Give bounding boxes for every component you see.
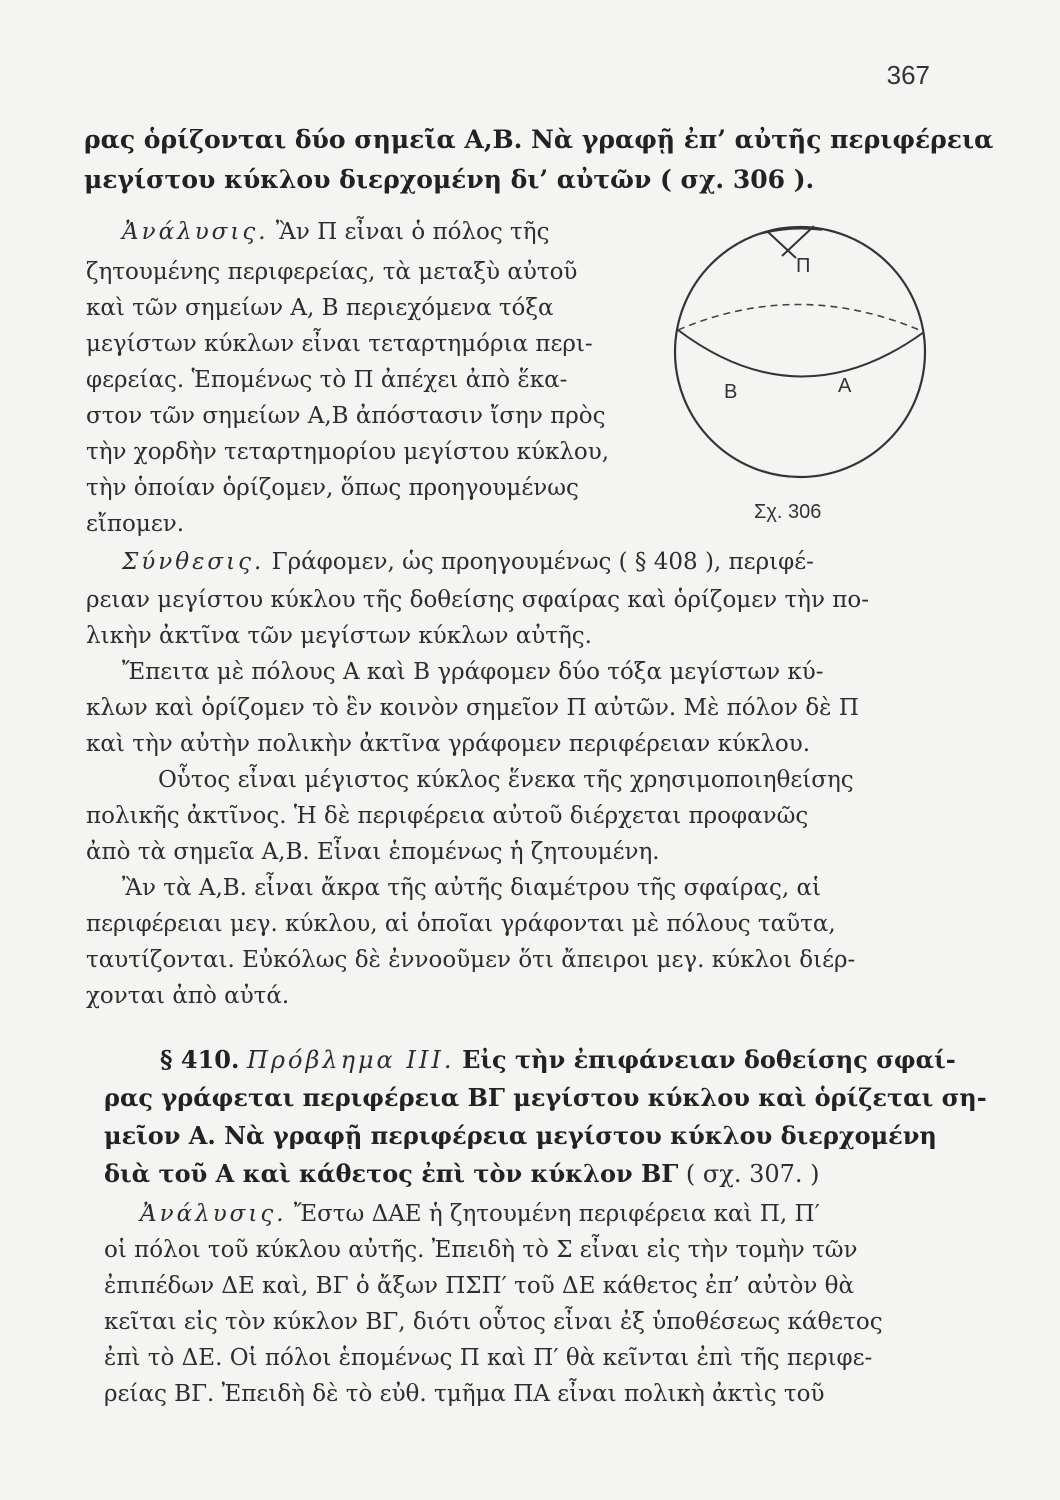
synthesis-line-13: χονται ἀπὸ αὐτά. bbox=[86, 983, 290, 1009]
analysis-2-heading: Ἀνάλυσις. bbox=[140, 1201, 287, 1227]
synthesis-line-8: πολικῆς ἀκτῖνος. Ἡ δὲ περιφέρεια αὐτοῦ διέρχεται προφανῶς bbox=[86, 803, 809, 829]
synthesis-heading: Σύνθεσις. bbox=[122, 549, 265, 575]
problem-title: Πρόβλημα ΙΙΙ. bbox=[247, 1046, 455, 1074]
analysis-heading: Ἀνάλυσις. bbox=[122, 219, 269, 245]
analysis-text: Ἂν Π εἶναι ὁ πόλος τῆς bbox=[275, 219, 550, 245]
synthesis-line-11: περιφέρειαι μεγ. κύκλου, αἱ ὁποῖαι γράφονται μὲ πόλους ταῦτα, bbox=[86, 911, 836, 937]
figure-caption: Σχ. 306 bbox=[754, 501, 822, 522]
analysis-2-line-3: ἐπιπέδων ΔΕ καὶ, ΒΓ ὁ ἄξων ΠΣΠ′ τοῦ ΔΕ κάθετος ἐπ’ αὐτὸν θὰ bbox=[104, 1273, 854, 1299]
section-410-text: Εἰς τὴν ἐπιφάνειαν δοθείσης σφαί- bbox=[462, 1045, 956, 1074]
synthesis-text: Γράφομεν, ὡς προηγουμένως ( § 408 ), περιφέ- bbox=[271, 549, 814, 575]
section-410-line-3: μεῖον Α. Νὰ γραφῇ περιφέρεια μεγίστου κύκλου διερχομένη bbox=[104, 1121, 937, 1150]
analysis-1-line-9: εἴπομεν. bbox=[86, 511, 185, 537]
analysis-1-line-1 bbox=[122, 216, 549, 248]
synthesis-line-4: Ἔπειτα μὲ πόλους Α καὶ Β γράφομεν δύο τόξα μεγίστων κύ- bbox=[122, 659, 824, 685]
synthesis-line-6: καὶ τὴν αὐτὴν πολικὴν ἀκτῖνα γράφομεν περιφέρειαν κύκλου. bbox=[86, 731, 811, 757]
analysis-2-line-1 bbox=[140, 1198, 820, 1230]
pole-arc-1 bbox=[768, 232, 796, 258]
analysis-1-line-6: στον τῶν σημείων Α,Β ἀπόστασιν ἴσην πρὸς bbox=[86, 403, 606, 429]
analysis-2-line-6: ρείας ΒΓ. Ἐπειδὴ δὲ τὸ εὐθ. τμῆμα ΠΑ εἶναι πολικὴ ἀκτὶς τοῦ bbox=[104, 1381, 825, 1407]
analysis-1-line-4: μεγίστων κύκλων εἶναι τεταρτημόρια περι- bbox=[86, 331, 593, 357]
section-number: § 410. bbox=[160, 1045, 240, 1074]
section-410-bold-tail: διὰ τοῦ Α καὶ κάθετος ἐπὶ τὸν κύκλον ΒΓ bbox=[104, 1159, 679, 1188]
section-410-line-4 bbox=[104, 1158, 820, 1190]
page-number: 367 bbox=[886, 60, 930, 90]
analysis-2-line-2: οἱ πόλοι τοῦ κύκλου αὐτῆς. Ἐπειδὴ τὸ Σ εἶναι εἰς τὴν τομὴν τῶν bbox=[104, 1237, 858, 1263]
synthesis-line-9: ἀπὸ τὰ σημεῖα Α,Β. Εἶναι ἑπομένως ἡ ζητουμένη. bbox=[86, 839, 660, 865]
label-a: Α bbox=[838, 375, 852, 397]
synthesis-line-2: ρειαν μεγίστου κύκλου τῆς δοθείσης σφαίρας καὶ ὁρίζομεν τὴν πο- bbox=[86, 587, 869, 613]
analysis-2-line-4: κεῖται εἰς τὸν κύκλον ΒΓ, διότι οὗτος εἶναι ἐξ ὑποθέσεως κάθετος bbox=[104, 1309, 883, 1335]
analysis-1-line-2: ζητουμένης περιφερείας, τὰ μεταξὺ αὐτοῦ bbox=[86, 259, 578, 285]
section-410-line-2: ρας γράφεται περιφέρεια ΒΓ μεγίστου κύκλου καὶ ὁρίζεται ση- bbox=[104, 1083, 987, 1112]
figure-306 bbox=[672, 212, 932, 522]
analysis-1-line-3: καὶ τῶν σημείων Α, Β περιεχόμενα τόξα bbox=[86, 295, 554, 321]
sphere-diagram bbox=[672, 212, 932, 522]
section-410-line-1 bbox=[160, 1044, 956, 1076]
label-pi: Π bbox=[796, 255, 811, 277]
synthesis-line-3: λικὴν ἀκτῖνα τῶν μεγίστων κύκλων αὐτῆς. bbox=[86, 623, 592, 649]
great-circle-back-arc bbox=[678, 304, 924, 332]
synthesis-line-5: κλων καὶ ὁρίζομεν τὸ ἓν κοινὸν σημεῖον Π αὐτῶν. Μὲ πόλον δὲ Π bbox=[86, 695, 859, 721]
analysis-2-text: Ἔστω ΔΑΕ ἡ ζητουμένη περιφέρεια καὶ Π, Π′ bbox=[293, 1201, 820, 1227]
analysis-1-line-8: τὴν ὁποίαν ὁρίζομεν, ὅπως προηγουμένως bbox=[86, 475, 579, 501]
opening-line-2: μεγίστου κύκλου διερχομένη δι’ αὐτῶν ( σχ. 306 ). bbox=[84, 165, 815, 194]
analysis-1-line-5: φερείας. Ἑπομένως τὸ Π ἀπέχει ἀπὸ ἕκα- bbox=[86, 367, 568, 393]
synthesis-line-1 bbox=[122, 546, 814, 578]
pole-arc-2 bbox=[782, 226, 814, 256]
figure-reference: ( σχ. 307. ) bbox=[685, 1160, 820, 1188]
synthesis-line-7: Οὗτος εἶναι μέγιστος κύκλος ἕνεκα τῆς χρησιμοποιηθείσης bbox=[158, 767, 854, 793]
label-b: Β bbox=[724, 381, 738, 403]
opening-line-1: ρας ὁρίζονται δύο σημεῖα Α,Β. Νὰ γραφῇ ἐπ’ αὐτῆς περιφέρεια bbox=[84, 125, 994, 154]
great-circle-front-arc bbox=[678, 330, 924, 377]
synthesis-line-10: Ἂν τὰ Α,Β. εἶναι ἄκρα τῆς αὐτῆς διαμέτρου τῆς σφαίρας, αἱ bbox=[122, 875, 822, 901]
analysis-1-line-7: τὴν χορδὴν τεταρτημορίου μεγίστου κύκλου, bbox=[86, 439, 610, 465]
synthesis-line-12: ταυτίζονται. Εὐκόλως δὲ ἐννοοῦμεν ὅτι ἄπειροι μεγ. κύκλοι διέρ- bbox=[86, 947, 856, 973]
analysis-2-line-5: ἐπὶ τὸ ΔΕ. Οἱ πόλοι ἑπομένως Π καὶ Π′ θὰ κεῖνται ἐπὶ τῆς περιφε- bbox=[104, 1345, 873, 1371]
